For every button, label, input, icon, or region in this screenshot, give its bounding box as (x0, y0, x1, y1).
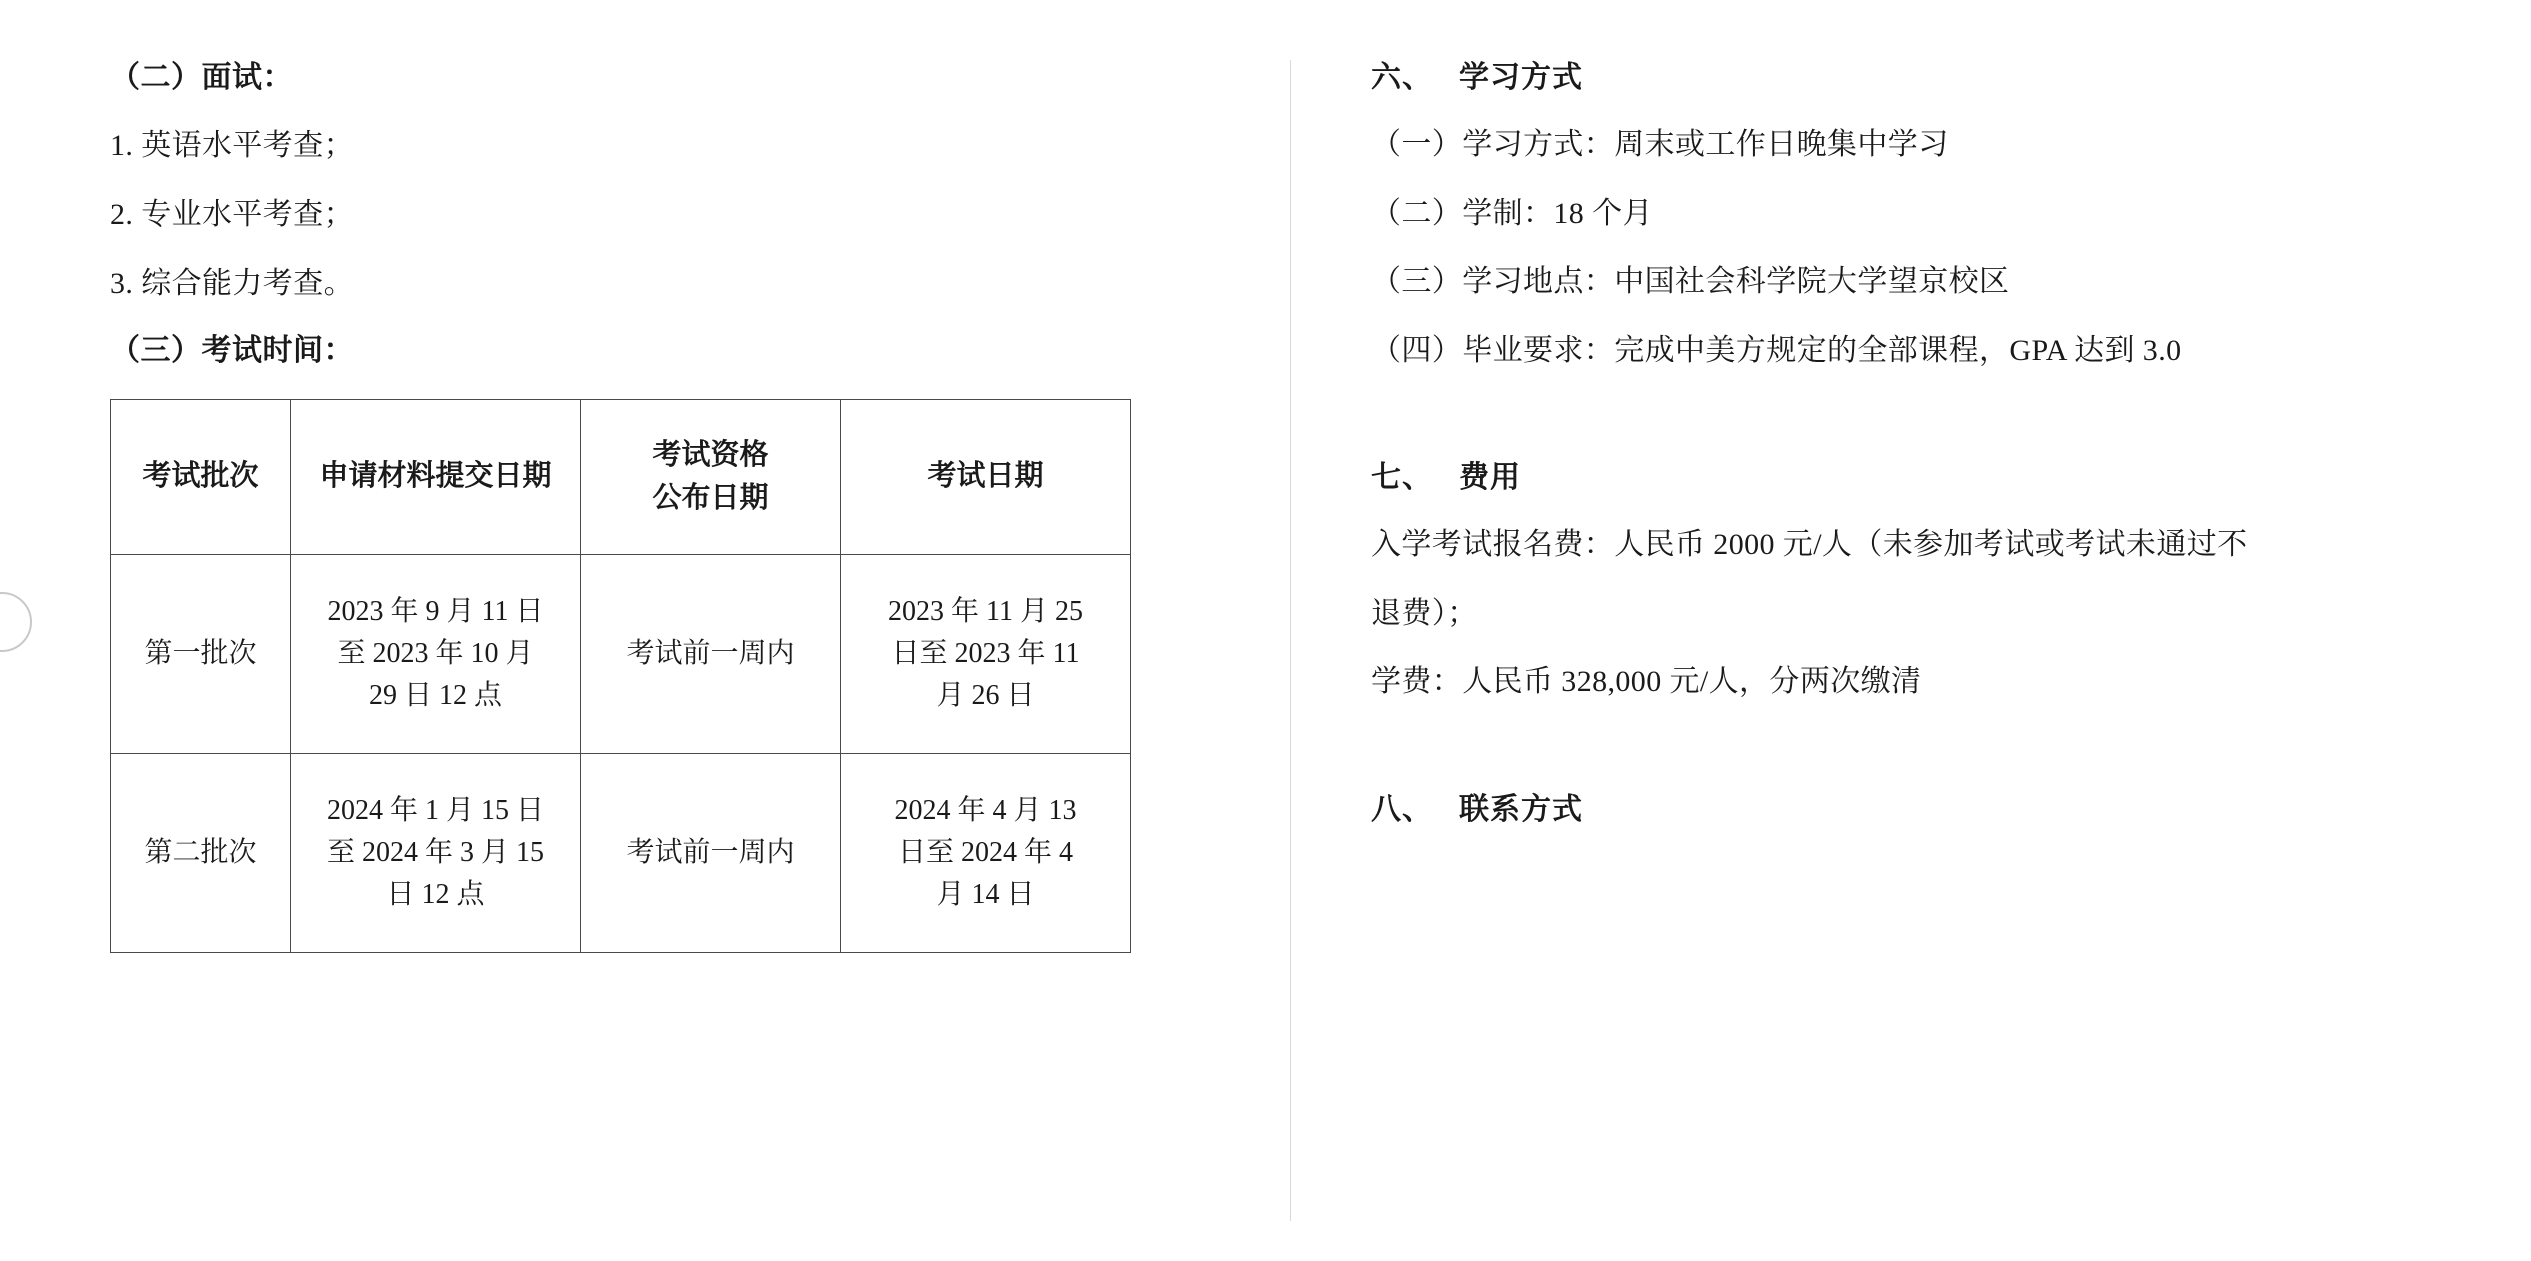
cell-batch-2: 第二批次 (111, 754, 291, 953)
cell-qualify-2: 考试前一周内 (581, 754, 841, 953)
header-exam-date: 考试日期 (841, 400, 1131, 555)
table-row (111, 754, 1131, 953)
cell-submit-2-line-3: 日 12 点 (386, 879, 485, 910)
cell-submit-2-line-2: 至 2024 年 3 月 15 (326, 837, 544, 868)
fee-item-3: 学费：人民币 328,000 元/人，分两次缴清 (1371, 665, 1922, 698)
spacer-after-section-seven (1371, 732, 2531, 792)
section-seven-title: 费用 (1459, 461, 1521, 494)
fee-item-1: 入学考试报名费：人民币 2000 元/人（未参加考试或考试未通过不 (1371, 528, 2248, 561)
fee-item-2: 退费）； (1371, 596, 1478, 630)
cell-submit-1-line-2: 至 2023 年 10 月 (337, 638, 534, 669)
study-mode-item-2: （二）学制：18 个月 (1371, 196, 1653, 230)
study-mode-item-4: （四）毕业要求：完成中美方规定的全部课程，GPA 达到 3.0 (1371, 333, 2182, 367)
section-eight-number: 八、 (1371, 792, 1433, 826)
cell-submit-2-line-1: 2024 年 1 月 15 日 (326, 795, 544, 826)
cell-submit-2 (291, 754, 581, 953)
section-seven-number: 七、 (1371, 461, 1433, 494)
interview-item-1: 1. 英语水平考查； (110, 129, 354, 162)
cell-exam-1-line-1: 2023 年 11 月 25 (888, 596, 1083, 627)
cell-exam-1-line-2: 日至 2023 年 11 (891, 638, 1080, 669)
interview-item-2: 2. 专业水平考查； (110, 198, 354, 231)
header-qualification-line-2: 公布日期 (652, 482, 769, 514)
cell-exam-1 (841, 555, 1131, 754)
exam-time-section-title: （三）考试时间： (110, 334, 354, 367)
cell-qualify-1: 考试前一周内 (581, 555, 841, 754)
header-qualification-line-1: 考试资格 (652, 438, 769, 471)
interview-item-3: 3. 综合能力考查。 (110, 267, 354, 300)
cell-submit-1-line-1: 2023 年 9 月 11 日 (327, 596, 544, 627)
table-header-row (111, 400, 1131, 555)
section-seven-heading (1371, 460, 2531, 496)
right-column (1291, 0, 2531, 1261)
header-batch: 考试批次 (111, 400, 291, 555)
cell-exam-2-line-1: 2024 年 4 月 13 (894, 795, 1077, 826)
study-mode-item-1: （一）学习方式：周末或工作日晚集中学习 (1371, 128, 1949, 161)
section-eight-title: 联系方式 (1459, 792, 1583, 826)
section-six-number: 六、 (1371, 61, 1433, 94)
interview-section-title: （二）面试： (110, 61, 293, 94)
section-six-title: 学习方式 (1459, 61, 1583, 94)
header-qualification-date (581, 400, 841, 555)
header-submit-date: 申请材料提交日期 (291, 400, 581, 555)
spacer-after-section-six (1371, 400, 2531, 460)
study-mode-item-3: （三）学习地点：中国社会科学院大学望京校区 (1371, 265, 2010, 298)
section-eight-heading (1371, 792, 2531, 828)
cell-submit-1 (291, 555, 581, 754)
cell-batch-1: 第一批次 (111, 555, 291, 754)
table-row (111, 555, 1131, 754)
cell-exam-1-line-3: 月 26 日 (936, 680, 1035, 711)
exam-schedule-table (110, 399, 1131, 953)
cell-submit-1-line-3: 29 日 12 点 (368, 680, 502, 711)
cell-exam-2-line-3: 月 14 日 (936, 879, 1035, 910)
section-six-heading (1371, 60, 2531, 96)
cell-exam-2 (841, 754, 1131, 953)
cell-exam-2-line-2: 日至 2024 年 4 (897, 837, 1073, 868)
